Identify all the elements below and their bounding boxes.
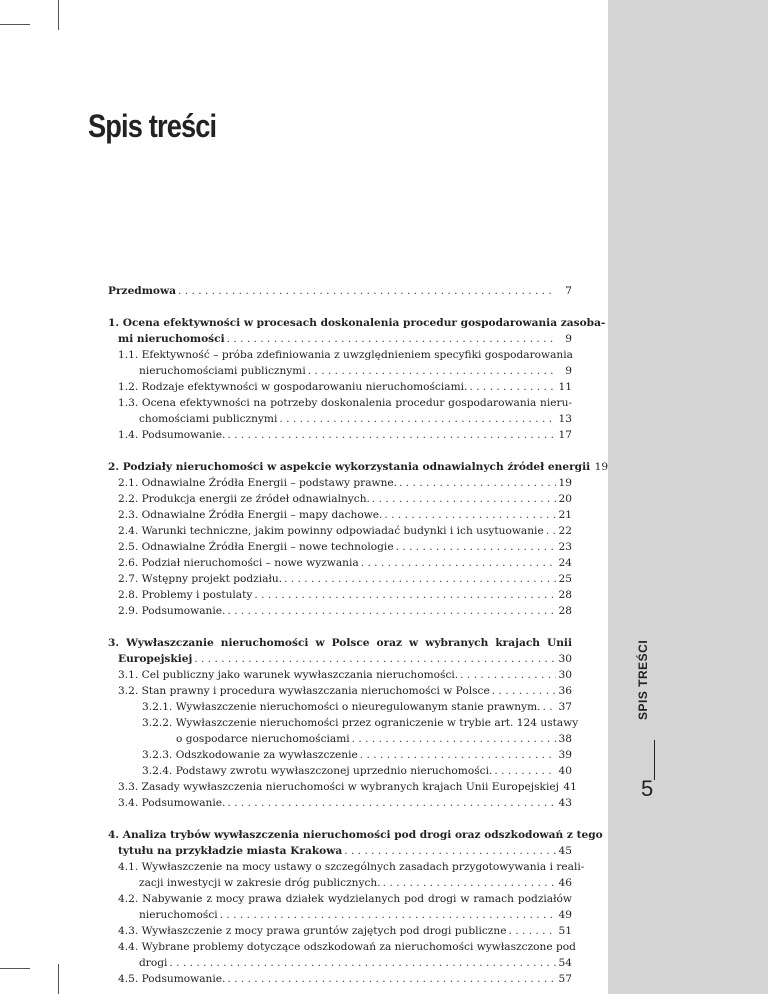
toc-entry-title: 2.7. Wstępny projekt podziału.	[118, 573, 283, 585]
toc-entry-line[interactable]	[108, 347, 572, 363]
toc-entry[interactable]	[108, 795, 572, 811]
dot-leader	[384, 507, 556, 523]
toc-entry-title: 2.9. Podsumowanie.	[118, 605, 226, 617]
dot-leader	[308, 363, 556, 379]
crop-mark	[0, 24, 30, 25]
crop-mark	[58, 964, 59, 994]
dot-leader	[543, 699, 556, 715]
toc-entry[interactable]	[108, 907, 572, 923]
dot-leader	[178, 283, 556, 299]
dot-leader	[383, 875, 556, 891]
toc-entry-line[interactable]	[108, 891, 572, 907]
toc-entry-title: 2. Podziały nieruchomości w aspekcie wykorzystania odnawialnych źródeł energii	[108, 461, 591, 473]
toc-page-number: 19	[558, 477, 572, 489]
toc-entry-title: 4.1. Wywłaszczenie na mocy ustawy o szczególnych zasadach przygotowywania i reali-	[118, 861, 585, 873]
crop-mark	[58, 0, 59, 30]
toc-entry[interactable]	[108, 699, 572, 715]
dot-leader	[399, 475, 556, 491]
toc-page-number: 7	[565, 285, 572, 297]
toc-entry[interactable]	[108, 667, 572, 683]
toc-page-number: 28	[558, 605, 572, 617]
toc-entry[interactable]	[108, 539, 572, 555]
dot-leader	[227, 603, 556, 619]
toc-entry-title: zacji inwestycji w zakresie dróg publicznych.	[139, 877, 381, 889]
toc-page-number: 49	[558, 909, 572, 921]
toc-entry[interactable]	[108, 507, 572, 523]
toc-entry-title: 3. Wywłaszczanie nieruchomości w Polsce oraz w wybranych krajach Unii	[108, 637, 572, 649]
toc-entry-title: 2.5. Odnawialne Źródła Energii – nowe technologie	[118, 541, 394, 553]
dot-leader	[194, 651, 556, 667]
toc-entry-title: 3.2.2. Wywłaszczenie nieruchomości przez ograniczenie w trybie art. 124 ustawy	[142, 717, 579, 729]
toc-page-number: 22	[558, 525, 572, 537]
toc-entry-title: 3.3. Zasady wywłaszczenia nieruchomości w wybranych krajach Unii Europejskiej	[118, 781, 559, 793]
toc-page-number: 17	[558, 429, 572, 441]
toc-entry-title: Przedmowa	[108, 285, 176, 297]
dot-leader	[227, 331, 556, 347]
toc-entry-title: Europejskiej	[118, 653, 193, 665]
toc-entry-title: 2.1. Odnawialne Źródła Energii – podstawy prawne.	[118, 477, 398, 489]
toc-entry[interactable]	[108, 763, 572, 779]
toc-entry[interactable]	[108, 459, 609, 475]
toc-entry[interactable]	[108, 875, 572, 891]
toc-entry-line[interactable]	[108, 827, 603, 843]
dot-leader	[546, 523, 556, 539]
toc-page-number: 46	[558, 877, 572, 889]
toc-page-number: 24	[558, 557, 572, 569]
toc-entry-title: 4.2. Nabywanie z mocy prawa działek wydzielanych pod drogi w ramach podziałów	[118, 893, 572, 905]
dot-leader	[361, 555, 556, 571]
toc-entry[interactable]	[108, 475, 572, 491]
toc-spacer	[108, 443, 572, 459]
sidebar-section-label: SPIS TREŚCI	[636, 639, 650, 720]
toc-entry[interactable]	[108, 843, 572, 859]
toc-page-number: 51	[558, 925, 572, 937]
page-number: 5	[641, 776, 654, 801]
toc-entry[interactable]	[108, 523, 572, 539]
toc-entry[interactable]	[108, 923, 572, 939]
toc-entry-title: 2.4. Warunki techniczne, jakim powinny odpowiadać budynki i ich usytuowanie	[118, 525, 544, 537]
toc-entry[interactable]	[108, 379, 572, 395]
toc-entry-title: 4.4. Wybrane problemy dotyczące odszkodowań za nieruchomości wywłaszczone pod	[118, 941, 576, 953]
page-sidebar	[608, 0, 768, 994]
toc-entry[interactable]	[108, 587, 572, 603]
dot-leader	[227, 795, 556, 811]
toc-entry-title: 1.2. Rodzaje efektywności w gospodarowaniu nieruchomościami.	[118, 381, 468, 393]
sidebar-rule	[654, 740, 655, 780]
toc-entry-line[interactable]	[108, 939, 576, 955]
toc-entry-title: 3.1. Cel publiczny jako warunek wywłaszczania nieruchomości.	[118, 669, 459, 681]
toc-entry-title: 4. Analiza trybów wywłaszczenia nieruchomości pod drogi oraz odszkodowań z tego	[108, 829, 603, 841]
toc-entry-title: chomościami publicznymi	[139, 413, 278, 425]
crop-mark	[0, 968, 30, 969]
dot-leader	[396, 539, 556, 555]
toc-spacer	[108, 299, 572, 315]
toc-entry[interactable]	[108, 283, 572, 299]
toc-page-number: 30	[558, 653, 572, 665]
dot-leader	[352, 731, 556, 747]
toc-entry[interactable]	[108, 411, 572, 427]
toc-page-number: 11	[558, 381, 572, 393]
page-title: Spis treści	[88, 108, 217, 144]
toc-entry-title: 1.1. Efektywność – próba zdefiniowania z uwzględnieniem specyfiki gospodarowania	[118, 349, 573, 361]
toc-page-number: 28	[558, 589, 572, 601]
toc-entry-title: 2.3. Odnawialne Źródła Energii – mapy dachowe.	[118, 509, 383, 521]
toc-entry-line[interactable]	[108, 715, 579, 731]
toc-page-number: 19	[594, 461, 609, 473]
toc-page-number: 13	[558, 413, 572, 425]
toc-page-number: 38	[558, 733, 572, 745]
dot-leader	[372, 491, 556, 507]
toc-page-number: 43	[558, 797, 572, 809]
toc-entry-line[interactable]	[108, 395, 572, 411]
table-of-contents	[108, 283, 609, 987]
toc-entry-title: mi nieruchomości	[118, 333, 225, 345]
toc-entry[interactable]	[108, 731, 572, 747]
dot-leader	[227, 971, 556, 987]
dot-leader	[469, 379, 556, 395]
dot-leader	[169, 955, 556, 971]
dot-leader	[492, 683, 556, 699]
toc-page-number: 37	[558, 701, 572, 713]
toc-entry[interactable]	[108, 779, 577, 795]
toc-entry-title: 3.2.1. Wywłaszczenie nieruchomości o nieuregulowanym stanie prawnym.	[142, 701, 541, 713]
toc-entry-title: 4.5. Podsumowanie.	[118, 973, 226, 985]
dot-leader	[508, 923, 556, 939]
toc-entry[interactable]	[108, 555, 572, 571]
toc-spacer	[108, 811, 572, 827]
toc-entry[interactable]	[108, 571, 572, 587]
dot-leader	[284, 571, 556, 587]
toc-page-number: 54	[558, 957, 572, 969]
toc-entry-title: 1. Ocena efektywności w procesach doskonalenia procedur gospodarowania zasoba-	[108, 317, 606, 329]
toc-entry-title: nieruchomościami publicznymi	[139, 365, 306, 377]
toc-page-number: 45	[558, 845, 572, 857]
toc-entry-title: 3.2.4. Podstawy zwrotu wywłaszczonej uprzednio nieruchomości.	[142, 765, 493, 777]
dot-leader	[494, 763, 556, 779]
toc-entry-title: 2.6. Podział nieruchomości – nowe wyzwania	[118, 557, 359, 569]
dot-leader	[254, 587, 556, 603]
toc-entry[interactable]	[108, 955, 572, 971]
toc-entry-line[interactable]	[108, 859, 585, 875]
toc-entry[interactable]	[108, 603, 572, 619]
toc-entry-title: 3.2. Stan prawny i procedura wywłaszczania nieruchomości w Polsce	[118, 685, 490, 697]
toc-entry-title: nieruchomości	[139, 909, 218, 921]
toc-page-number: 20	[558, 493, 572, 505]
dot-leader	[360, 747, 556, 763]
toc-entry[interactable]	[108, 427, 572, 443]
dot-leader	[279, 411, 556, 427]
toc-page-number: 21	[558, 509, 572, 521]
toc-page-number: 36	[558, 685, 572, 697]
toc-entry-title: 3.4. Podsumowanie.	[118, 797, 226, 809]
toc-page-number: 9	[565, 333, 572, 345]
toc-entry[interactable]	[108, 747, 572, 763]
toc-entry[interactable]	[108, 971, 572, 987]
toc-page-number: 40	[558, 765, 572, 777]
toc-entry-title: 1.4. Podsumowanie.	[118, 429, 226, 441]
toc-entry-title: 3.2.3. Odszkodowanie za wywłaszczenie	[142, 749, 358, 761]
dot-leader	[344, 843, 556, 859]
toc-entry[interactable]	[108, 651, 572, 667]
toc-entry-title: drogi	[139, 957, 168, 969]
toc-entry[interactable]	[108, 491, 572, 507]
dot-leader	[220, 907, 556, 923]
toc-page-number: 57	[558, 973, 572, 985]
toc-page-number: 41	[563, 781, 577, 793]
toc-entry-line[interactable]	[108, 635, 572, 651]
toc-page-number: 39	[558, 749, 572, 761]
toc-page-number: 9	[565, 365, 572, 377]
toc-entry[interactable]	[108, 363, 572, 379]
toc-entry-title: 1.3. Ocena efektywności na potrzeby doskonalenia procedur gospodarowania nieru-	[118, 397, 572, 409]
toc-spacer	[108, 619, 572, 635]
toc-entry-title: 2.8. Problemy i postulaty	[118, 589, 253, 601]
toc-entry-title: tytułu na przykładzie miasta Krakowa	[118, 845, 343, 857]
toc-page-number: 23	[558, 541, 572, 553]
toc-page-number: 30	[558, 669, 572, 681]
toc-entry-title: 2.2. Produkcja energii ze źródeł odnawialnych.	[118, 493, 370, 505]
toc-page-number: 25	[558, 573, 572, 585]
toc-entry[interactable]	[108, 331, 572, 347]
dot-leader	[460, 667, 556, 683]
toc-entry-title: 4.3. Wywłaszczenie z mocy prawa gruntów zajętych pod drogi publiczne	[118, 925, 507, 937]
toc-entry-title: o gospodarce nieruchomościami	[176, 733, 350, 745]
dot-leader	[227, 427, 556, 443]
toc-entry[interactable]	[108, 683, 572, 699]
toc-entry-line[interactable]	[108, 315, 606, 331]
